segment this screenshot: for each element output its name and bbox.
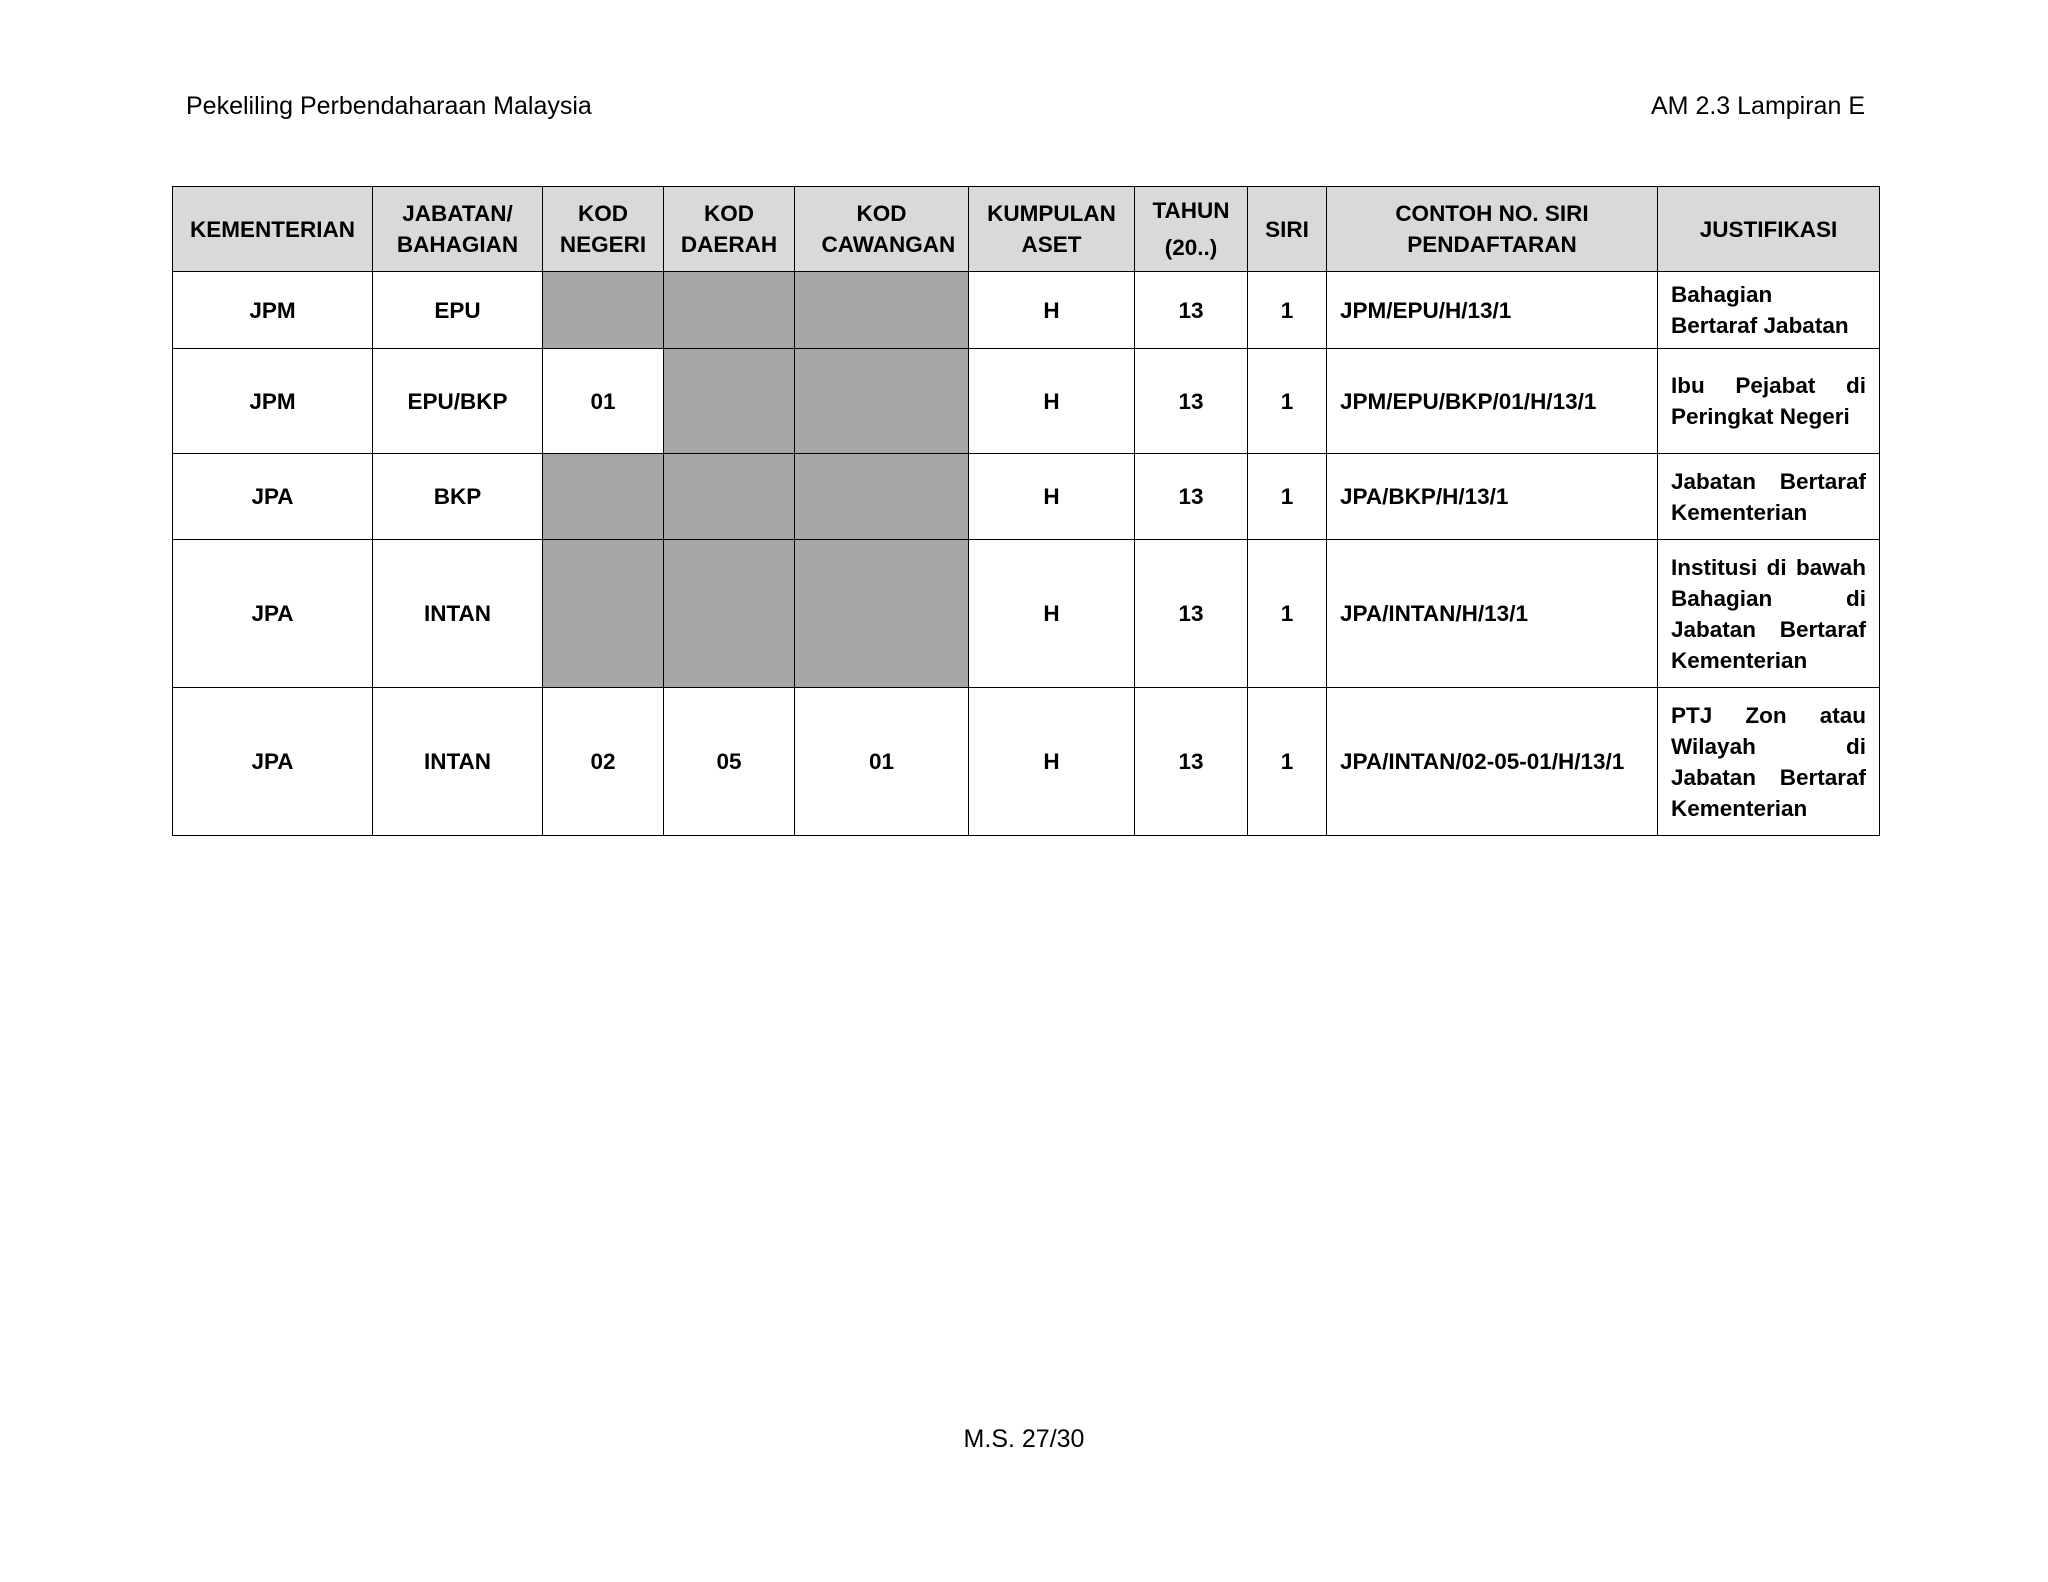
- cell-contoh: JPM/EPU/H/13/1: [1327, 272, 1658, 349]
- cell-kod-daerah: [664, 540, 795, 688]
- cell-siri: 1: [1248, 272, 1327, 349]
- table-header-row: [173, 187, 1880, 272]
- col-header-kod-cawangan-text: KOD CAWANGAN: [821, 201, 956, 257]
- cell-tahun: 13: [1135, 688, 1248, 836]
- cell-kumpulan-aset: H: [969, 272, 1135, 349]
- cell-kementerian: JPA: [173, 454, 373, 540]
- table-row: [173, 454, 1880, 540]
- col-header-kod-daerah: [664, 187, 795, 272]
- cell-tahun: 13: [1135, 272, 1248, 349]
- cell-jabatan: EPU/BKP: [373, 349, 543, 454]
- cell-siri: 1: [1248, 349, 1327, 454]
- col-header-kumpulan-aset: [969, 187, 1135, 272]
- col-header-contoh-text: CONTOH NO. SIRI PENDAFTARAN: [1395, 201, 1589, 257]
- col-header-kod-cawangan: [795, 187, 969, 272]
- cell-kod-cawangan: [795, 349, 969, 454]
- col-header-kementerian: KEMENTERIAN: [173, 187, 373, 272]
- cell-kumpulan-aset: H: [969, 540, 1135, 688]
- cell-siri: 1: [1248, 540, 1327, 688]
- cell-kod-negeri: [543, 540, 664, 688]
- col-header-contoh: [1327, 187, 1658, 272]
- cell-kumpulan-aset: H: [969, 349, 1135, 454]
- cell-tahun: 13: [1135, 540, 1248, 688]
- cell-kod-cawangan: 01: [795, 688, 969, 836]
- table-row: [173, 349, 1880, 454]
- cell-kod-negeri: 01: [543, 349, 664, 454]
- cell-contoh: JPM/EPU/BKP/01/H/13/1: [1327, 349, 1658, 454]
- cell-jabatan: INTAN: [373, 688, 543, 836]
- cell-kod-daerah: 05: [664, 688, 795, 836]
- cell-siri: 1: [1248, 688, 1327, 836]
- table-row: [173, 272, 1880, 349]
- cell-kod-cawangan: [795, 540, 969, 688]
- col-header-kod-daerah-text: KOD DAERAH: [680, 201, 778, 257]
- cell-justifikasi: PTJ Zon atau Wilayah di Jabatan Bertaraf Kementerian: [1658, 688, 1880, 836]
- cell-kementerian: JPA: [173, 688, 373, 836]
- cell-justifikasi: Ibu Pejabat di Peringkat Negeri: [1658, 349, 1880, 454]
- cell-kumpulan-aset: H: [969, 454, 1135, 540]
- col-header-siri: SIRI: [1248, 187, 1327, 272]
- cell-kementerian: JPM: [173, 349, 373, 454]
- cell-kod-negeri: 02: [543, 688, 664, 836]
- col-header-kumpulan-aset-text: KUMPULAN ASET: [987, 201, 1116, 257]
- registration-table: [172, 186, 1880, 836]
- col-header-tahun-text: TAHUN (20..): [1152, 198, 1230, 260]
- col-header-jabatan-text: JABATAN/ BAHAGIAN: [396, 201, 519, 257]
- header-reference: AM 2.3 Lampiran E: [1651, 92, 1865, 120]
- cell-kod-cawangan: [795, 272, 969, 349]
- cell-contoh: JPA/INTAN/H/13/1: [1327, 540, 1658, 688]
- col-header-tahun: [1135, 187, 1248, 272]
- cell-justifikasi-text: Bahagian Bertaraf Jabatan: [1671, 282, 1849, 338]
- table-row: [173, 540, 1880, 688]
- cell-siri: 1: [1248, 454, 1327, 540]
- col-header-kod-negeri: [543, 187, 664, 272]
- cell-jabatan: EPU: [373, 272, 543, 349]
- cell-kod-negeri: [543, 272, 664, 349]
- cell-tahun: 13: [1135, 349, 1248, 454]
- cell-tahun: 13: [1135, 454, 1248, 540]
- col-header-kod-negeri-text: KOD NEGERI: [559, 201, 647, 257]
- col-header-jabatan: [373, 187, 543, 272]
- table-row: [173, 688, 1880, 836]
- header-title: Pekeliling Perbendaharaan Malaysia: [186, 92, 592, 120]
- cell-justifikasi: [1658, 272, 1880, 349]
- cell-contoh: JPA/BKP/H/13/1: [1327, 454, 1658, 540]
- cell-kod-negeri: [543, 454, 664, 540]
- cell-kod-daerah: [664, 272, 795, 349]
- cell-kod-daerah: [664, 349, 795, 454]
- cell-jabatan: INTAN: [373, 540, 543, 688]
- cell-kementerian: JPM: [173, 272, 373, 349]
- cell-justifikasi: Jabatan Bertaraf Kementerian: [1658, 454, 1880, 540]
- cell-kod-cawangan: [795, 454, 969, 540]
- cell-justifikasi: Institusi di bawah Bahagian di Jabatan Bertaraf Kementerian: [1658, 540, 1880, 688]
- cell-contoh: JPA/INTAN/02-05-01/H/13/1: [1327, 688, 1658, 836]
- cell-kod-daerah: [664, 454, 795, 540]
- cell-kumpulan-aset: H: [969, 688, 1135, 836]
- page-number: M.S. 27/30: [963, 1425, 1085, 1453]
- cell-jabatan: BKP: [373, 454, 543, 540]
- cell-kementerian: JPA: [173, 540, 373, 688]
- col-header-justifikasi: JUSTIFIKASI: [1658, 187, 1880, 272]
